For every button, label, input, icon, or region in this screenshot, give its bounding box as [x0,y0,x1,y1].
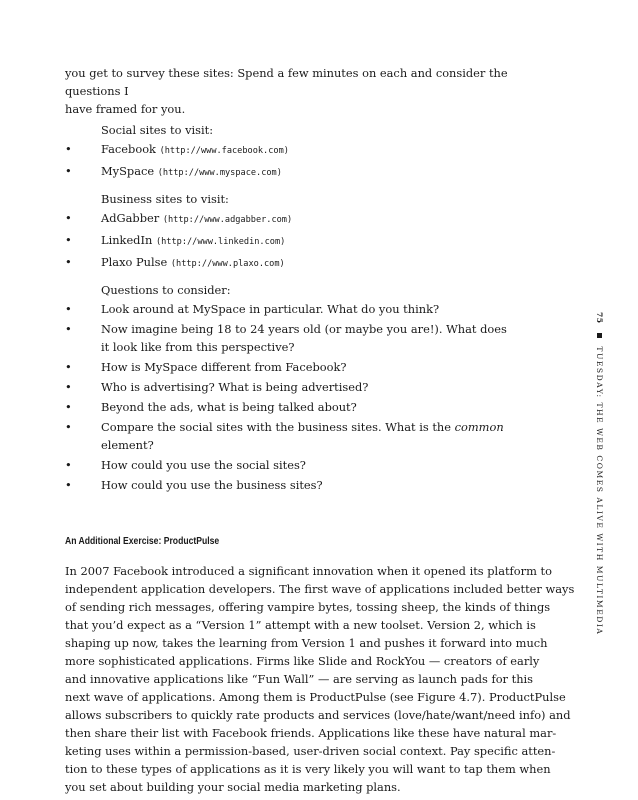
site-url: (http://www.myspace.com) [157,168,282,178]
bullet-icon: • [65,233,72,247]
site-name: AdGabber [101,211,160,225]
business-sites-list [65,209,515,273]
bullet-icon: • [65,380,72,394]
paragraph-line: you set about building your social media marketing plans. [65,780,401,794]
paragraph-line: In 2007 Facebook introduced a significant innovation when it opened its platform to [65,564,552,578]
bullet-icon: • [65,164,72,178]
social-sites-heading: Social sites to visit: [101,123,214,137]
site-url: (http://www.facebook.com) [159,146,289,156]
chapter-title: TUESDAY: THE WEB COMES ALIVE WITH MULTIMEDIA [595,346,604,636]
intro-paragraph [65,64,515,118]
questions-list [65,300,515,494]
questions-heading: Questions to consider: [101,283,231,297]
list-item [65,140,515,160]
question-text: Look around at MySpace in particular. What do you think? [101,302,440,316]
emphasis-common: common [454,420,504,434]
question-text: Who is advertising? What is being advertised? [101,380,369,394]
paragraph-line: then share their list with Facebook friends. Applications like these have natural mar- [65,726,557,740]
paragraph-line: independent application developers. The first wave of applications included better ways [65,582,575,596]
bullet-icon: • [65,302,72,316]
question-text: How could you use the social sites? [101,458,306,472]
question-text: How could you use the business sites? [101,478,323,492]
paragraph-line: of sending rich messages, offering vampire bytes, tossing sheep, the kinds of things [65,600,551,614]
paragraph-line: allows subscribers to quickly rate products and services (love/hate/want/need info) and [65,708,571,722]
list-item [65,209,515,229]
business-sites-heading: Business sites to visit: [101,192,229,206]
list-item [65,358,515,376]
paragraph-line: keting uses within a permission-based, user-driven social context. Pay specific atten- [65,744,556,758]
bullet-icon: • [65,211,72,225]
bullet-icon: • [65,142,72,156]
list-item [65,476,515,494]
square-separator-icon [597,333,602,338]
bullet-icon: • [65,322,72,336]
site-name: Plaxo Pulse [101,255,168,269]
bullet-icon: • [65,255,72,269]
page-body [65,64,575,796]
list-item [65,398,515,416]
site-url: (http://www.plaxo.com) [170,259,285,269]
intro-line-1: you get to survey these sites: Spend a few minutes on each and consider the questions I [65,66,508,98]
site-url: (http://www.adgabber.com) [162,215,293,225]
exercise-heading: An Additional Exercise: ProductPulse [65,535,220,547]
bullet-icon: • [65,458,72,472]
paragraph-line: tion to these types of applications as it is very likely you will want to tap them when [65,762,551,776]
site-name: LinkedIn [101,233,153,247]
list-item [65,378,515,396]
bullet-icon: • [65,360,72,374]
question-tail: element? [101,438,154,452]
question-text: Compare the social sites with the business sites. What is the [101,420,451,434]
question-text: How is MySpace different from Facebook? [101,360,347,374]
list-item [65,162,515,182]
question-text: Now imagine being 18 to 24 years old (or maybe you are!). What does it look like from this perspective? [101,322,507,354]
list-item [65,456,515,474]
intro-line-2: have framed for you. [65,102,186,116]
page-number: 75 [595,312,604,324]
list-item [65,300,515,318]
paragraph-line: more sophisticated applications. Firms like Slide and RockYou — creators of early [65,654,540,668]
site-name: MySpace [101,164,155,178]
list-item [65,418,515,454]
list-item [65,253,515,273]
list-item [65,320,515,356]
site-url: (http://www.linkedin.com) [155,237,286,247]
bullet-icon: • [65,478,72,492]
paragraph-line: shaping up now, takes the learning from Version 1 and pushes it forward into much [65,636,548,650]
paragraph-line: that you’d expect as a “Version 1” attempt with a new toolset. Version 2, which is [65,618,536,632]
bullet-icon: • [65,400,72,414]
question-text: Beyond the ads, what is being talked about? [101,400,357,414]
bullet-icon: • [65,420,72,434]
paragraph-line: and innovative applications like “Fun Wall” — are serving as launch pads for this [65,672,534,686]
social-sites-list [65,140,515,182]
site-name: Facebook [101,142,156,156]
exercise-paragraph [65,562,575,796]
paragraph-line: next wave of applications. Among them is ProductPulse (see Figure 4.7). ProductPulse [65,690,566,704]
list-item [65,231,515,251]
running-sidebar [594,312,604,635]
